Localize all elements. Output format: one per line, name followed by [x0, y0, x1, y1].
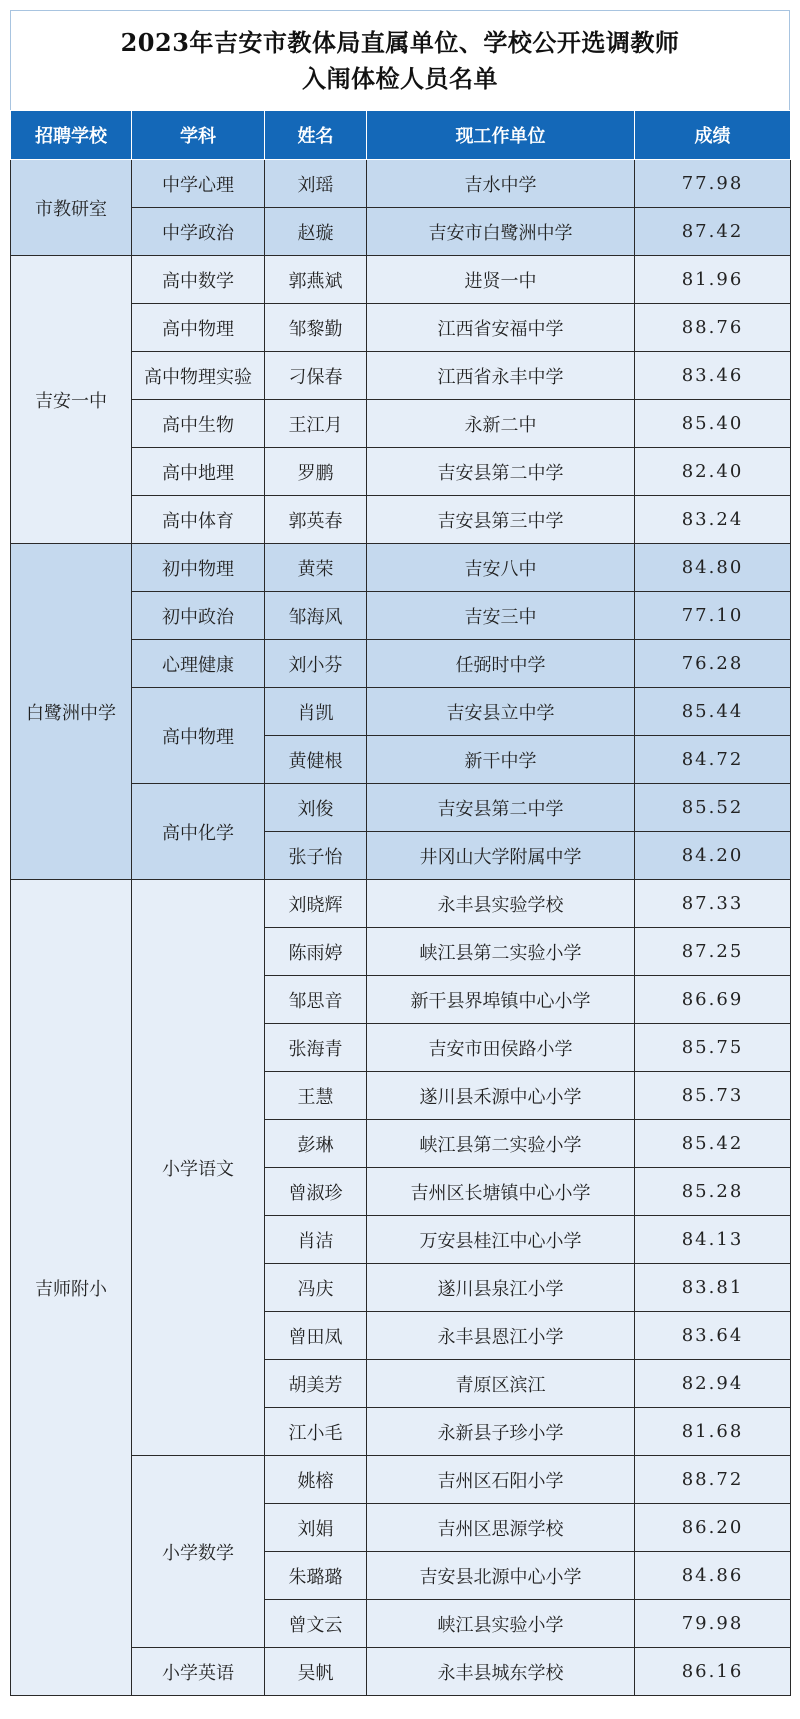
- cell-name: 郭英春: [265, 496, 367, 544]
- header-school: 招聘学校: [11, 111, 132, 160]
- cell-subject: 初中政治: [132, 592, 265, 640]
- cell-name: 赵璇: [265, 208, 367, 256]
- cell-score: 83.64: [635, 1312, 791, 1360]
- cell-name: 刘娟: [265, 1504, 367, 1552]
- cell-unit: 永新二中: [367, 400, 635, 448]
- cell-subject: 高中体育: [132, 496, 265, 544]
- cell-unit: 吉安市田侯路小学: [367, 1024, 635, 1072]
- cell-unit: 遂川县泉江小学: [367, 1264, 635, 1312]
- cell-score: 85.42: [635, 1120, 791, 1168]
- cell-unit: 吉安县第三中学: [367, 496, 635, 544]
- cell-unit: 吉安八中: [367, 544, 635, 592]
- cell-score: 84.13: [635, 1216, 791, 1264]
- cell-name: 邹黎勤: [265, 304, 367, 352]
- cell-score: 87.33: [635, 880, 791, 928]
- cell-unit: 吉州区长塘镇中心小学: [367, 1168, 635, 1216]
- cell-unit: 吉州区石阳小学: [367, 1456, 635, 1504]
- cell-name: 王慧: [265, 1072, 367, 1120]
- cell-subject: 高中物理: [132, 304, 265, 352]
- cell-school: 市教研室: [11, 160, 132, 256]
- cell-name: 肖洁: [265, 1216, 367, 1264]
- header-score: 成绩: [635, 111, 791, 160]
- cell-name: 罗鹏: [265, 448, 367, 496]
- cell-unit: 任弼时中学: [367, 640, 635, 688]
- cell-score: 88.72: [635, 1456, 791, 1504]
- cell-unit: 吉安三中: [367, 592, 635, 640]
- table-row: [11, 160, 791, 208]
- cell-score: 84.80: [635, 544, 791, 592]
- header-subject: 学科: [132, 111, 265, 160]
- cell-name: 朱璐璐: [265, 1552, 367, 1600]
- cell-score: 84.72: [635, 736, 791, 784]
- cell-name: 胡美芳: [265, 1360, 367, 1408]
- cell-subject: 高中物理实验: [132, 352, 265, 400]
- cell-subject: 高中化学: [132, 784, 265, 880]
- cell-unit: 新干中学: [367, 736, 635, 784]
- cell-score: 85.75: [635, 1024, 791, 1072]
- candidate-table: [10, 110, 791, 1696]
- cell-score: 84.86: [635, 1552, 791, 1600]
- cell-name: 刘瑶: [265, 160, 367, 208]
- cell-name: 刘小芬: [265, 640, 367, 688]
- table-header-row: [11, 111, 791, 160]
- cell-score: 81.68: [635, 1408, 791, 1456]
- cell-score: 81.96: [635, 256, 791, 304]
- cell-name: 张子怡: [265, 832, 367, 880]
- cell-name: 彭琳: [265, 1120, 367, 1168]
- cell-name: 刘俊: [265, 784, 367, 832]
- cell-score: 83.46: [635, 352, 791, 400]
- document-title: [10, 10, 790, 110]
- cell-name: 黄健根: [265, 736, 367, 784]
- cell-unit: 永丰县实验学校: [367, 880, 635, 928]
- table-row: [11, 880, 791, 928]
- cell-name: 邹海风: [265, 592, 367, 640]
- cell-score: 77.10: [635, 592, 791, 640]
- cell-name: 曾淑珍: [265, 1168, 367, 1216]
- table-body: [11, 160, 791, 1696]
- cell-name: 曾文云: [265, 1600, 367, 1648]
- cell-school: 吉安一中: [11, 256, 132, 544]
- cell-subject: 高中生物: [132, 400, 265, 448]
- cell-score: 79.98: [635, 1600, 791, 1648]
- cell-unit: 永丰县城东学校: [367, 1648, 635, 1696]
- cell-name: 邹思音: [265, 976, 367, 1024]
- header-unit: 现工作单位: [367, 111, 635, 160]
- document-page: [10, 10, 790, 1696]
- cell-unit: 江西省永丰中学: [367, 352, 635, 400]
- cell-name: 姚榕: [265, 1456, 367, 1504]
- cell-score: 86.69: [635, 976, 791, 1024]
- cell-unit: 峡江县第二实验小学: [367, 1120, 635, 1168]
- cell-unit: 吉安县立中学: [367, 688, 635, 736]
- cell-school: 白鹭洲中学: [11, 544, 132, 880]
- cell-name: 郭燕斌: [265, 256, 367, 304]
- cell-subject: 高中数学: [132, 256, 265, 304]
- cell-unit: 吉安市白鹭洲中学: [367, 208, 635, 256]
- cell-score: 84.20: [635, 832, 791, 880]
- cell-unit: 青原区滨江: [367, 1360, 635, 1408]
- cell-unit: 遂川县禾源中心小学: [367, 1072, 635, 1120]
- cell-subject: 初中物理: [132, 544, 265, 592]
- cell-name: 张海青: [265, 1024, 367, 1072]
- header-name: 姓名: [265, 111, 367, 160]
- cell-score: 82.40: [635, 448, 791, 496]
- cell-score: 86.16: [635, 1648, 791, 1696]
- cell-name: 冯庆: [265, 1264, 367, 1312]
- cell-name: 江小毛: [265, 1408, 367, 1456]
- cell-score: 87.42: [635, 208, 791, 256]
- cell-name: 刁保春: [265, 352, 367, 400]
- cell-unit: 江西省安福中学: [367, 304, 635, 352]
- cell-name: 王江月: [265, 400, 367, 448]
- cell-score: 83.24: [635, 496, 791, 544]
- cell-unit: 万安县桂江中心小学: [367, 1216, 635, 1264]
- cell-score: 77.98: [635, 160, 791, 208]
- cell-unit: 吉水中学: [367, 160, 635, 208]
- cell-score: 83.81: [635, 1264, 791, 1312]
- cell-score: 76.28: [635, 640, 791, 688]
- cell-unit: 新干县界埠镇中心小学: [367, 976, 635, 1024]
- table-row: [11, 544, 791, 592]
- cell-score: 85.40: [635, 400, 791, 448]
- cell-name: 肖凯: [265, 688, 367, 736]
- cell-subject: 小学英语: [132, 1648, 265, 1696]
- cell-unit: 井冈山大学附属中学: [367, 832, 635, 880]
- cell-school: 吉师附小: [11, 880, 132, 1696]
- cell-unit: 进贤一中: [367, 256, 635, 304]
- cell-unit: 吉州区思源学校: [367, 1504, 635, 1552]
- title-line-2: 入闱体检人员名单: [302, 63, 498, 93]
- table-row: [11, 256, 791, 304]
- cell-subject: 中学政治: [132, 208, 265, 256]
- cell-score: 85.52: [635, 784, 791, 832]
- cell-unit: 峡江县实验小学: [367, 1600, 635, 1648]
- cell-name: 陈雨婷: [265, 928, 367, 976]
- cell-name: 刘晓辉: [265, 880, 367, 928]
- cell-score: 88.76: [635, 304, 791, 352]
- title-line-1: 2023年吉安市教体局直属单位、学校公开选调教师: [120, 27, 680, 57]
- cell-unit: 峡江县第二实验小学: [367, 928, 635, 976]
- cell-name: 曾田凤: [265, 1312, 367, 1360]
- cell-score: 86.20: [635, 1504, 791, 1552]
- cell-unit: 吉安县第二中学: [367, 448, 635, 496]
- cell-subject: 中学心理: [132, 160, 265, 208]
- cell-subject: 高中物理: [132, 688, 265, 784]
- cell-unit: 吉安县第二中学: [367, 784, 635, 832]
- cell-score: 85.44: [635, 688, 791, 736]
- cell-subject: 小学语文: [132, 880, 265, 1456]
- cell-name: 黄荣: [265, 544, 367, 592]
- cell-subject: 小学数学: [132, 1456, 265, 1648]
- cell-score: 87.25: [635, 928, 791, 976]
- cell-subject: 高中地理: [132, 448, 265, 496]
- cell-subject: 心理健康: [132, 640, 265, 688]
- cell-name: 吴帆: [265, 1648, 367, 1696]
- cell-unit: 永新县子珍小学: [367, 1408, 635, 1456]
- cell-score: 85.73: [635, 1072, 791, 1120]
- cell-score: 85.28: [635, 1168, 791, 1216]
- cell-score: 82.94: [635, 1360, 791, 1408]
- cell-unit: 永丰县恩江小学: [367, 1312, 635, 1360]
- cell-unit: 吉安县北源中心小学: [367, 1552, 635, 1600]
